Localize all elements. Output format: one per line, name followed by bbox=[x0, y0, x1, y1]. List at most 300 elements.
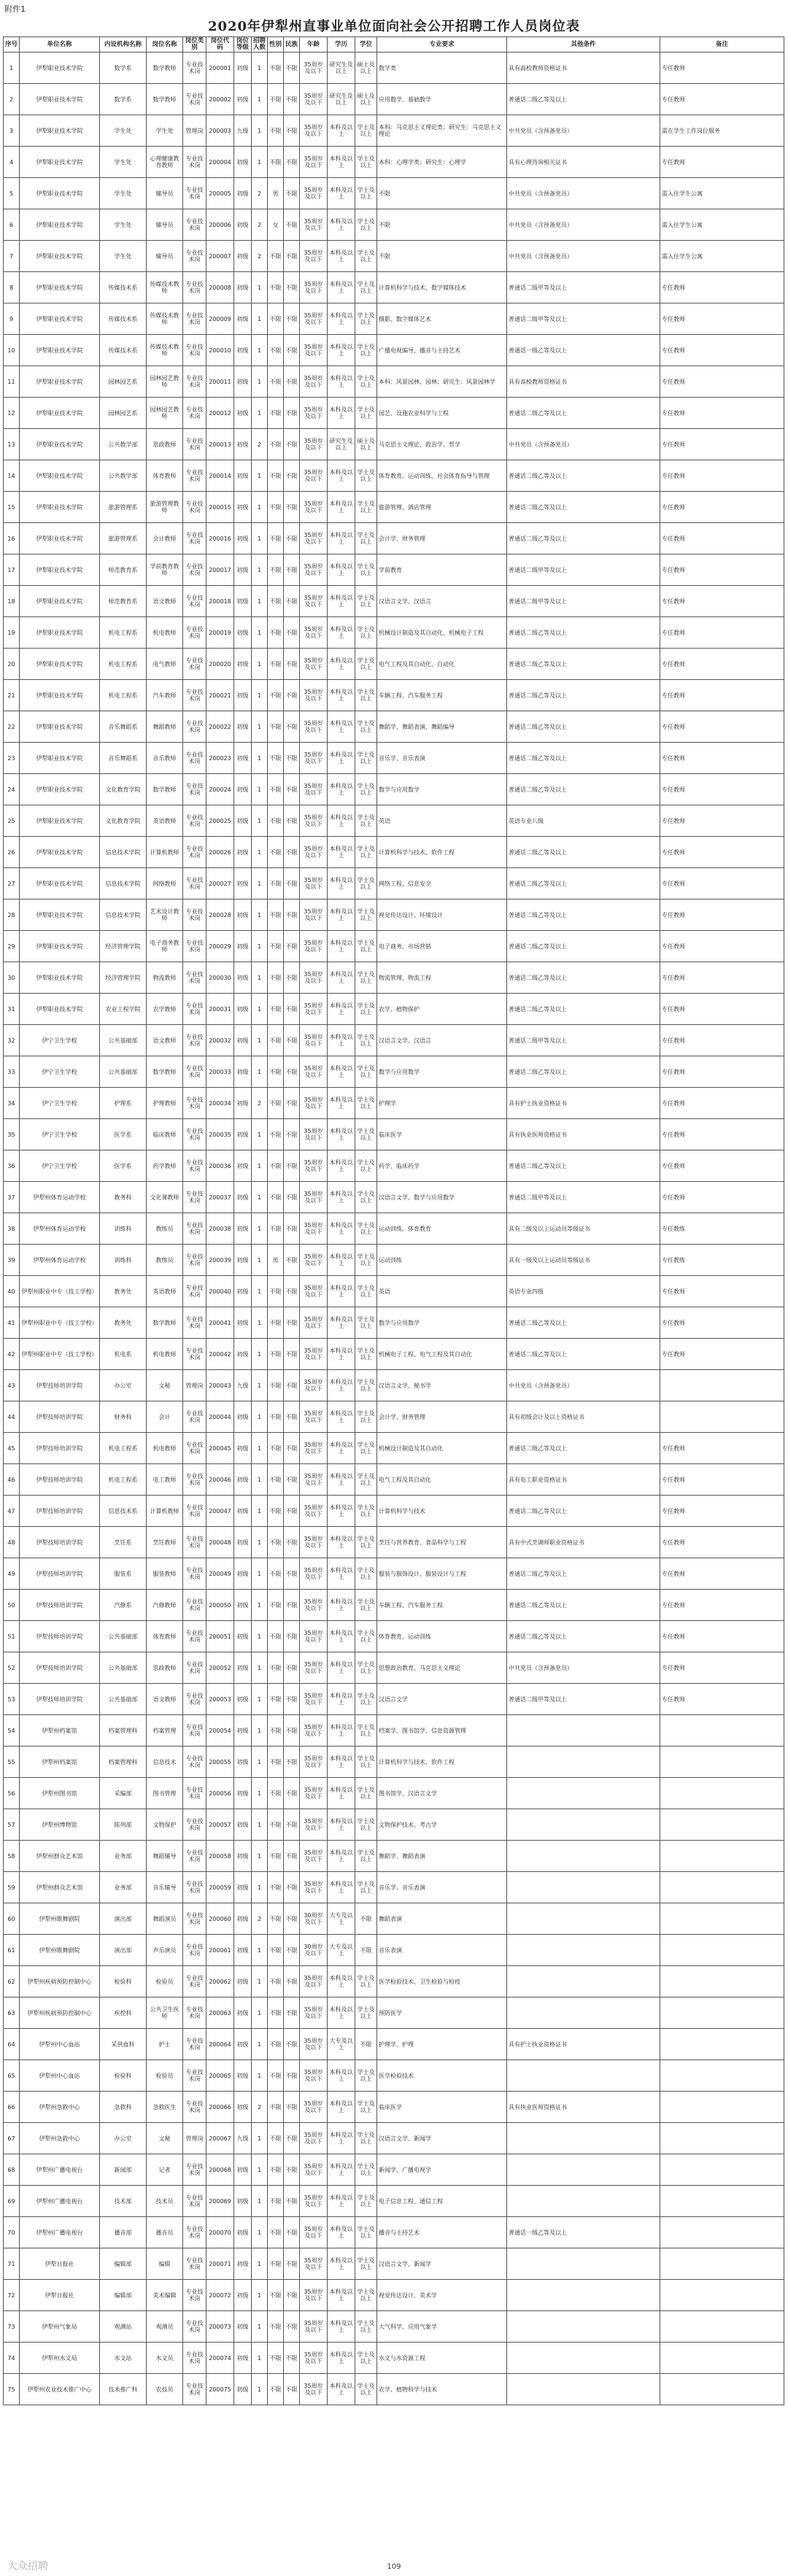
table-cell: 不限 bbox=[268, 1966, 284, 1997]
table-cell: 传媒技术系 bbox=[100, 335, 147, 366]
table-cell: 学士及以上 bbox=[355, 554, 377, 586]
column-header: 专业要求 bbox=[377, 37, 507, 53]
table-row bbox=[4, 1370, 784, 1401]
table-cell: 医学系 bbox=[100, 1119, 147, 1150]
table-cell: 不限 bbox=[268, 2123, 284, 2154]
table-cell: 语文教师 bbox=[147, 586, 183, 617]
table-cell: 文秘 bbox=[147, 1370, 183, 1401]
table-cell: 普通话二级乙等及以上 bbox=[507, 1056, 660, 1088]
table-cell: 汉语言文学、汉语言 bbox=[377, 1025, 507, 1056]
table-cell: 车辆工程、汽车服务工程 bbox=[377, 1590, 507, 1621]
table-cell: 医学系 bbox=[100, 1150, 147, 1182]
table-cell: 伊犁州体育运动学校 bbox=[20, 1245, 100, 1276]
table-cell: 伊犁州歌舞剧院 bbox=[20, 1903, 100, 1935]
table-cell: 200045 bbox=[206, 1433, 234, 1464]
table-cell: 初级 bbox=[234, 2092, 252, 2123]
table-cell: 21 bbox=[4, 680, 20, 711]
table-cell: 临床医学 bbox=[377, 1119, 507, 1150]
table-cell: 初级 bbox=[234, 241, 252, 272]
table-cell: 初级 bbox=[234, 335, 252, 366]
table-cell: 检验科 bbox=[100, 2060, 147, 2092]
table-cell: 电子商务教师 bbox=[147, 931, 183, 962]
table-cell: 专任教师 bbox=[660, 680, 784, 711]
table-cell: 200064 bbox=[206, 2029, 234, 2060]
table-cell: 35周岁及以下 bbox=[300, 2374, 328, 2405]
table-cell: 43 bbox=[4, 1370, 20, 1401]
table-cell: 不限 bbox=[284, 1809, 300, 1841]
table-cell: 本科及以上 bbox=[328, 1496, 355, 1527]
table-cell: 初级 bbox=[234, 209, 252, 241]
table-cell: 25 bbox=[4, 805, 20, 837]
table-cell: 初级 bbox=[234, 147, 252, 178]
table-cell: 35周岁及以下 bbox=[300, 554, 328, 586]
table-cell: 不限 bbox=[268, 84, 284, 115]
table-cell: 初级 bbox=[234, 1276, 252, 1307]
table-cell: 200053 bbox=[206, 1684, 234, 1715]
table-cell: 技术部 bbox=[100, 2186, 147, 2217]
table-cell: 伊犁职业技术学院 bbox=[20, 366, 100, 398]
table-cell: 不限 bbox=[284, 2060, 300, 2092]
table-cell: 伊犁州档案馆 bbox=[20, 1715, 100, 1747]
table-cell: 数学教师 bbox=[147, 774, 183, 805]
table-cell: 伊宁卫生学校 bbox=[20, 1025, 100, 1056]
table-cell: 不限 bbox=[284, 209, 300, 241]
table-cell: 不限 bbox=[268, 1809, 284, 1841]
table-cell: 财务科 bbox=[100, 1401, 147, 1433]
table-cell bbox=[660, 2154, 784, 2186]
table-cell: 伊犁职业技术学院 bbox=[20, 868, 100, 900]
table-cell: 本科及以上 bbox=[328, 994, 355, 1025]
table-cell: 专任教师 bbox=[660, 1182, 784, 1213]
table-cell: 35周岁及以下 bbox=[300, 1496, 328, 1527]
table-cell: 不限 bbox=[268, 1464, 284, 1496]
table-cell: 专业技术岗 bbox=[183, 209, 206, 241]
table-cell: 1 bbox=[252, 2248, 268, 2280]
table-cell: 1 bbox=[252, 1590, 268, 1621]
table-cell: 本科及以上 bbox=[328, 1433, 355, 1464]
table-cell: 初级 bbox=[234, 1433, 252, 1464]
table-cell: 初级 bbox=[234, 1621, 252, 1652]
table-cell: 伊犁州广播电视台 bbox=[20, 2217, 100, 2248]
table-row bbox=[4, 1245, 784, 1276]
table-cell: 200043 bbox=[206, 1370, 234, 1401]
table-cell: 初级 bbox=[234, 1119, 252, 1150]
table-cell: 新闻学、广播电视学 bbox=[377, 2154, 507, 2186]
table-cell: 图书管理 bbox=[147, 1778, 183, 1809]
table-cell: 运动训练 bbox=[377, 1245, 507, 1276]
table-cell: 普通话二级乙等及以上 bbox=[507, 868, 660, 900]
table-cell: 经济管理学院 bbox=[100, 962, 147, 994]
table-cell: 36 bbox=[4, 1150, 20, 1182]
table-row bbox=[4, 649, 784, 680]
table-cell: 35周岁及以下 bbox=[300, 2154, 328, 2186]
table-cell: 200009 bbox=[206, 303, 234, 335]
table-header-row bbox=[4, 37, 784, 53]
table-cell: 本科：心理学类；研究生：心理学 bbox=[377, 147, 507, 178]
table-cell: 普通话二级甲等及以上 bbox=[507, 272, 660, 303]
table-cell: 本科及以上 bbox=[328, 303, 355, 335]
table-cell: 不限 bbox=[284, 2311, 300, 2343]
table-cell: 64 bbox=[4, 2029, 20, 2060]
table-cell: 不限 bbox=[268, 868, 284, 900]
table-cell: 本科及以上 bbox=[328, 1684, 355, 1715]
table-cell: 1 bbox=[252, 2217, 268, 2248]
table-cell: 31 bbox=[4, 994, 20, 1025]
table-row bbox=[4, 209, 784, 241]
table-cell: 需在学生工作岗位服务 bbox=[660, 115, 784, 147]
table-cell: 不限 bbox=[268, 272, 284, 303]
table-cell: 技术推广科 bbox=[100, 2374, 147, 2405]
table-cell: 舞蹈学、舞蹈表演、舞蹈编导 bbox=[377, 711, 507, 743]
table-cell: 师范教育系 bbox=[100, 554, 147, 586]
table-cell: 不限 bbox=[268, 398, 284, 429]
table-row bbox=[4, 900, 784, 931]
table-cell: 35周岁及以下 bbox=[300, 680, 328, 711]
table-cell: 22 bbox=[4, 711, 20, 743]
table-cell: 58 bbox=[4, 1841, 20, 1872]
table-row bbox=[4, 2186, 784, 2217]
table-cell: 农学教师 bbox=[147, 994, 183, 1025]
table-cell: 专业技术岗 bbox=[183, 1025, 206, 1056]
table-cell: 数学与应用数学 bbox=[377, 774, 507, 805]
table-cell: 1 bbox=[252, 272, 268, 303]
table-cell bbox=[507, 2248, 660, 2280]
table-cell: 电气工程及其自动化、自动化 bbox=[377, 649, 507, 680]
table-cell: 74 bbox=[4, 2343, 20, 2374]
table-cell: 1 bbox=[252, 711, 268, 743]
table-cell: 不限 bbox=[284, 1621, 300, 1652]
table-cell: 舞蹈教师 bbox=[147, 711, 183, 743]
table-cell: 伊犁职业技术学院 bbox=[20, 680, 100, 711]
table-cell: 不限 bbox=[284, 1119, 300, 1150]
table-cell: 不限 bbox=[284, 1966, 300, 1997]
table-cell: 54 bbox=[4, 1715, 20, 1747]
table-cell: 不限 bbox=[284, 2248, 300, 2280]
table-row bbox=[4, 1527, 784, 1558]
table-cell: 13 bbox=[4, 429, 20, 460]
table-cell: 数学类 bbox=[377, 53, 507, 84]
table-cell: 不限 bbox=[284, 1150, 300, 1182]
table-cell: 学士及以上 bbox=[355, 774, 377, 805]
table-cell: 学士及以上 bbox=[355, 1401, 377, 1433]
table-cell bbox=[507, 2280, 660, 2311]
table-cell: 初级 bbox=[234, 2280, 252, 2311]
table-cell: 200052 bbox=[206, 1652, 234, 1684]
table-cell: 200050 bbox=[206, 1590, 234, 1621]
table-cell: 检验科 bbox=[100, 1966, 147, 1997]
table-cell: 信息技术学院 bbox=[100, 868, 147, 900]
table-cell: 本科及以上 bbox=[328, 1370, 355, 1401]
table-row bbox=[4, 115, 784, 147]
table-cell: 不限 bbox=[355, 1903, 377, 1935]
table-cell: 不限 bbox=[284, 554, 300, 586]
table-row bbox=[4, 1872, 784, 1903]
table-cell: 伊犁州疾病预防控制中心 bbox=[20, 1966, 100, 1997]
table-cell: 1 bbox=[252, 837, 268, 868]
table-cell: 伊犁技师培训学院 bbox=[20, 1401, 100, 1433]
table-cell: 不限 bbox=[284, 1684, 300, 1715]
table-cell: 专业技术岗 bbox=[183, 1966, 206, 1997]
table-cell: 本科及以上 bbox=[328, 1182, 355, 1213]
table-cell: 200005 bbox=[206, 178, 234, 209]
table-cell: 不限 bbox=[284, 1245, 300, 1276]
table-row bbox=[4, 1496, 784, 1527]
table-cell: 新闻部 bbox=[100, 2154, 147, 2186]
table-cell: 伊犁职业技术学院 bbox=[20, 147, 100, 178]
table-cell: 初级 bbox=[234, 1997, 252, 2029]
table-cell: 教务处 bbox=[100, 1307, 147, 1339]
table-cell: 普通话二级甲等及以上 bbox=[507, 1025, 660, 1056]
table-cell: 大专及以上 bbox=[328, 1903, 355, 1935]
table-cell: 专业技术岗 bbox=[183, 1684, 206, 1715]
table-cell: 不限 bbox=[268, 53, 284, 84]
table-cell: 本科及以上 bbox=[328, 649, 355, 680]
table-cell: 不限 bbox=[284, 1747, 300, 1778]
table-cell: 计算机教师 bbox=[147, 837, 183, 868]
table-cell: 200070 bbox=[206, 2217, 234, 2248]
table-cell: 不限 bbox=[284, 586, 300, 617]
table-cell: 35周岁及以下 bbox=[300, 303, 328, 335]
table-cell: 200063 bbox=[206, 1997, 234, 2029]
table-cell: 专业技术岗 bbox=[183, 1747, 206, 1778]
table-cell: 英语教师 bbox=[147, 1276, 183, 1307]
table-cell: 不限 bbox=[268, 460, 284, 492]
table-cell: 不限 bbox=[268, 2092, 284, 2123]
table-cell: 不限 bbox=[268, 1088, 284, 1119]
table-cell bbox=[660, 1903, 784, 1935]
table-cell: 学士及以上 bbox=[355, 1276, 377, 1307]
table-cell: 普通话二级乙等及以上 bbox=[507, 680, 660, 711]
table-cell: 物流教师 bbox=[147, 962, 183, 994]
table-cell: 学士及以上 bbox=[355, 1558, 377, 1590]
table-cell: 63 bbox=[4, 1997, 20, 2029]
table-cell: 演出部 bbox=[100, 1935, 147, 1966]
table-cell: 不限 bbox=[284, 366, 300, 398]
table-cell: 不限 bbox=[284, 962, 300, 994]
table-cell: 学士及以上 bbox=[355, 743, 377, 774]
table-cell: 35周岁及以下 bbox=[300, 586, 328, 617]
table-cell: 1 bbox=[252, 2154, 268, 2186]
table-cell: 文化教育学院 bbox=[100, 774, 147, 805]
table-cell: 公共卫生医师 bbox=[147, 1997, 183, 2029]
table-cell: 200046 bbox=[206, 1464, 234, 1496]
table-cell: 传媒技术教师 bbox=[147, 272, 183, 303]
table-cell: 35周岁及以下 bbox=[300, 2029, 328, 2060]
table-cell: 35周岁及以下 bbox=[300, 837, 328, 868]
table-cell: 1 bbox=[252, 335, 268, 366]
table-cell: 35周岁及以下 bbox=[300, 1307, 328, 1339]
table-row bbox=[4, 1464, 784, 1496]
table-cell: 专任教师 bbox=[660, 711, 784, 743]
table-cell: 不限 bbox=[268, 2311, 284, 2343]
table-cell: 学士及以上 bbox=[355, 2343, 377, 2374]
table-cell: 档案学、图书馆学、信息资源管理 bbox=[377, 1715, 507, 1747]
table-cell: 采编部 bbox=[100, 1778, 147, 1809]
table-cell: 初级 bbox=[234, 1025, 252, 1056]
table-cell: 不限 bbox=[284, 1025, 300, 1056]
table-cell: 伊犁州体育运动学校 bbox=[20, 1213, 100, 1245]
table-cell: 不限 bbox=[268, 1621, 284, 1652]
table-cell: 1 bbox=[252, 1652, 268, 1684]
table-cell: 1 bbox=[252, 1527, 268, 1558]
table-cell: 35周岁及以下 bbox=[300, 2248, 328, 2280]
table-cell: 专任教师 bbox=[660, 1056, 784, 1088]
table-cell: 200067 bbox=[206, 2123, 234, 2154]
table-cell: 1 bbox=[252, 2280, 268, 2311]
table-cell: 初级 bbox=[234, 1527, 252, 1558]
table-cell: 舞蹈辅导 bbox=[147, 1841, 183, 1872]
table-cell: 200034 bbox=[206, 1088, 234, 1119]
table-cell: 9 bbox=[4, 303, 20, 335]
table-cell: 2 bbox=[252, 429, 268, 460]
table-cell: 200056 bbox=[206, 1778, 234, 1809]
table-cell: 九级 bbox=[234, 2123, 252, 2154]
table-cell: 本科及以上 bbox=[328, 1715, 355, 1747]
table-cell: 水文站 bbox=[100, 2343, 147, 2374]
table-cell: 本科及以上 bbox=[328, 2343, 355, 2374]
table-cell: 专业技术岗 bbox=[183, 1652, 206, 1684]
table-cell: 初级 bbox=[234, 2248, 252, 2280]
table-cell: 普通话二级乙等及以上 bbox=[507, 994, 660, 1025]
table-cell: 初级 bbox=[234, 1496, 252, 1527]
table-cell: 不限 bbox=[284, 805, 300, 837]
table-cell: 具有二级及以上运动员等级证书 bbox=[507, 1213, 660, 1245]
table-cell: 伊犁职业技术学院 bbox=[20, 84, 100, 115]
table-cell: 烹饪与营养教育、食品科学与工程 bbox=[377, 1527, 507, 1558]
table-cell: 专业技术岗 bbox=[183, 84, 206, 115]
table-cell: 16 bbox=[4, 523, 20, 554]
table-cell: 专业技术岗 bbox=[183, 1841, 206, 1872]
table-cell: 专业技术岗 bbox=[183, 429, 206, 460]
table-cell: 不限 bbox=[284, 617, 300, 649]
table-cell bbox=[660, 1401, 784, 1433]
table-cell: 42 bbox=[4, 1339, 20, 1370]
table-cell: 具有护士执业资格证书 bbox=[507, 1088, 660, 1119]
table-cell: 专业技术岗 bbox=[183, 303, 206, 335]
table-cell: 具有高校教师资格证书 bbox=[507, 366, 660, 398]
table-cell: 本科及以上 bbox=[328, 209, 355, 241]
table-cell: 专任教练 bbox=[660, 1213, 784, 1245]
table-cell: 初级 bbox=[234, 1339, 252, 1370]
table-cell: 不限 bbox=[268, 1307, 284, 1339]
table-cell: 传媒技术系 bbox=[100, 272, 147, 303]
table-cell: 不限 bbox=[284, 2280, 300, 2311]
table-cell: 需入住学生公寓 bbox=[660, 209, 784, 241]
table-cell: 初级 bbox=[234, 680, 252, 711]
table-cell: 200025 bbox=[206, 805, 234, 837]
column-header: 岗位代码 bbox=[206, 37, 234, 53]
table-cell: 18 bbox=[4, 586, 20, 617]
table-cell: 学士及以上 bbox=[355, 680, 377, 711]
table-cell: 初级 bbox=[234, 1652, 252, 1684]
table-cell: 1 bbox=[252, 398, 268, 429]
table-cell: 不限 bbox=[284, 1276, 300, 1307]
table-cell: 中共党员（含预备党员） bbox=[507, 1370, 660, 1401]
table-row bbox=[4, 2123, 784, 2154]
table-row bbox=[4, 2217, 784, 2248]
table-cell: 不限 bbox=[284, 649, 300, 680]
table-cell: 播音员 bbox=[147, 2217, 183, 2248]
table-cell: 普通话二级乙等及以上 bbox=[507, 1496, 660, 1527]
table-cell: 陈列部 bbox=[100, 1809, 147, 1841]
table-cell: 专业技术岗 bbox=[183, 805, 206, 837]
table-cell: 伊犁州中心血站 bbox=[20, 2060, 100, 2092]
table-cell: 200048 bbox=[206, 1527, 234, 1558]
table-cell: 专任教师 bbox=[660, 837, 784, 868]
table-cell: 35周岁及以下 bbox=[300, 1590, 328, 1621]
table-cell: 学士及以上 bbox=[355, 1025, 377, 1056]
table-cell: 伊犁职业技术学院 bbox=[20, 523, 100, 554]
table-cell: 专任教师 bbox=[660, 1088, 784, 1119]
table-cell: 伊犁技师培训学院 bbox=[20, 1621, 100, 1652]
table-cell: 急救医生 bbox=[147, 2092, 183, 2123]
table-cell: 34 bbox=[4, 1088, 20, 1119]
table-cell: 计算机科学与技术、软件工程 bbox=[377, 1747, 507, 1778]
table-cell: 计算机教师 bbox=[147, 1496, 183, 1527]
table-cell: 学士及以上 bbox=[355, 1747, 377, 1778]
table-cell: 20 bbox=[4, 649, 20, 680]
table-cell: 1 bbox=[252, 303, 268, 335]
table-cell bbox=[660, 2343, 784, 2374]
table-cell: 采供血科 bbox=[100, 2029, 147, 2060]
table-cell: 普通话一级乙等及以上 bbox=[507, 2217, 660, 2248]
table-cell: 初级 bbox=[234, 586, 252, 617]
table-cell: 初级 bbox=[234, 2154, 252, 2186]
table-cell: 办公室 bbox=[100, 1370, 147, 1401]
table-cell: 汉语言文学、数学与应用数学 bbox=[377, 1182, 507, 1213]
table-cell: 电工教师 bbox=[147, 1464, 183, 1496]
table-cell: 35周岁及以下 bbox=[300, 1652, 328, 1684]
table-cell: 200027 bbox=[206, 868, 234, 900]
table-cell: 学士及以上 bbox=[355, 523, 377, 554]
table-cell: 200022 bbox=[206, 711, 234, 743]
table-cell: 200030 bbox=[206, 962, 234, 994]
table-cell: 伊犁职业技术学院 bbox=[20, 398, 100, 429]
table-cell: 普通话二级乙等及以上 bbox=[507, 1150, 660, 1182]
table-row bbox=[4, 931, 784, 962]
table-row bbox=[4, 1339, 784, 1370]
table-cell: 专业技术岗 bbox=[183, 1433, 206, 1464]
table-cell: 文物保护技术、考古学 bbox=[377, 1809, 507, 1841]
table-cell: 67 bbox=[4, 2123, 20, 2154]
table-cell: 中共党员（含预备党员） bbox=[507, 241, 660, 272]
table-cell: 学前教育教师 bbox=[147, 554, 183, 586]
table-cell: 59 bbox=[4, 1872, 20, 1903]
table-cell: 200074 bbox=[206, 2343, 234, 2374]
table-cell: 数学系 bbox=[100, 84, 147, 115]
table-cell: 1 bbox=[252, 649, 268, 680]
table-cell: 师范教育系 bbox=[100, 586, 147, 617]
table-cell: 普通话二级乙等及以上 bbox=[507, 1307, 660, 1339]
table-cell: 200018 bbox=[206, 586, 234, 617]
table-cell: 本科及以上 bbox=[328, 147, 355, 178]
table-cell: 检验员 bbox=[147, 1966, 183, 1997]
table-cell: 音乐舞蹈系 bbox=[100, 743, 147, 774]
table-cell: 疾控科 bbox=[100, 1997, 147, 2029]
table-cell: 专业技术岗 bbox=[183, 1715, 206, 1747]
table-cell: 专业技术岗 bbox=[183, 2060, 206, 2092]
table-cell: 8 bbox=[4, 272, 20, 303]
table-cell: 美术编辑 bbox=[147, 2280, 183, 2311]
table-cell: 网络教师 bbox=[147, 868, 183, 900]
table-cell: 训练科 bbox=[100, 1245, 147, 1276]
table-cell: 不限 bbox=[284, 1339, 300, 1370]
table-cell: 不限 bbox=[268, 147, 284, 178]
table-cell: 初级 bbox=[234, 554, 252, 586]
table-cell: 学士及以上 bbox=[355, 1809, 377, 1841]
table-cell: 伊犁州中心血站 bbox=[20, 2029, 100, 2060]
table-cell: 不限 bbox=[268, 586, 284, 617]
